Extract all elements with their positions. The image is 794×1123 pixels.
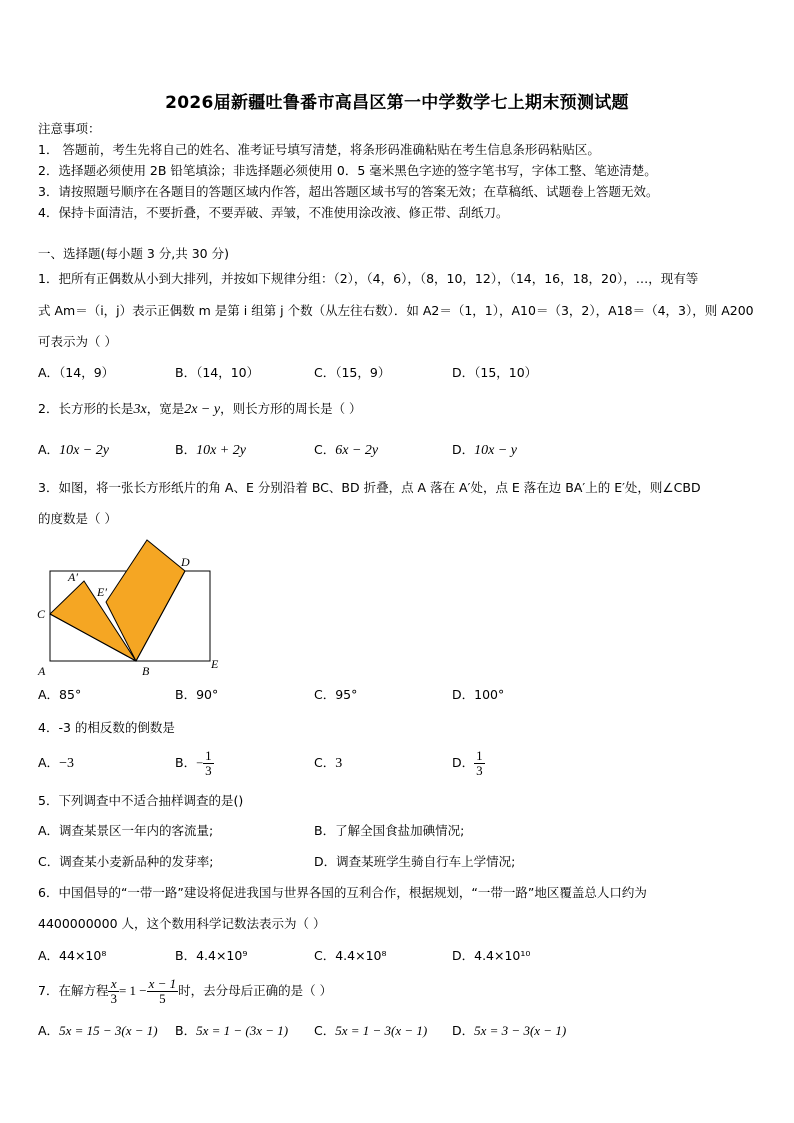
q2-stem-prefix: 2．长方形的长是 — [38, 401, 134, 416]
notice-item-2: 2．选择题必须使用 2B 铅笔填涂；非选择题必须使用 0．5 毫米黑色字迹的签字笔书写，字体工整、笔迹清楚。 — [38, 163, 657, 178]
q6-option-a: A．44×10⁸ — [38, 948, 107, 963]
q7-fraction-2: $\frac{x - 1}{5}$ — [148, 976, 177, 1006]
q5-option-c: C．调查某小麦新品种的发芽率; — [38, 854, 214, 869]
q3-fold-figure — [36, 534, 236, 682]
q7-stem-suffix: 时，去分母后正确的是（ ） — [178, 983, 333, 998]
q5-option-d: D．调查某班学生骑自行车上学情况; — [314, 854, 516, 869]
q3-option-a: A．85° — [38, 687, 82, 702]
q3-option-c: C．95° — [314, 687, 358, 702]
label-b: B — [142, 664, 150, 678]
q7-equals: = 1 − — [118, 983, 147, 998]
q7-fraction-1: $\frac{x}{3}$ — [110, 976, 117, 1006]
q3-option-d: D．100° — [452, 687, 505, 702]
q2-option-a: A．10x − 2y — [38, 442, 109, 458]
page-title: 2026届新疆吐鲁番市高昌区第一中学数学七上期末预测试题 — [165, 93, 629, 113]
q4-option-d: D． $\frac{1}{3}$ — [452, 748, 483, 778]
q4-option-c: C．3 — [314, 755, 343, 771]
notice-item-3: 3．请按照题号顺序在各题目的答题区域内作答，超出答题区域书写的答案无效；在草稿纸、试题卷上答题无效。 — [38, 184, 659, 199]
q7-stem — [38, 972, 332, 1010]
label-a: A — [38, 664, 46, 678]
q7-option-b: B．5x = 1 − (3x − 1) — [175, 1023, 289, 1038]
q1-option-a: A．（14，9） — [38, 365, 115, 380]
q1-stem-line2: 式 Am＝（i，j）表示正偶数 m 是第 i 组第 j 个数（从左往右数）．如 A2＝（1，1），A10＝（3，2），A18＝（4，3），则 A200 — [38, 303, 754, 318]
q1-option-b: B．（14，10） — [175, 365, 260, 380]
q3-stem-line1: 3．如图，将一张长方形纸片的角 A、E 分别沿着 BC、BD 折叠，点 A 落在 A′处，点 E 落在边 BA′上的 E′处，则∠CBD — [38, 480, 701, 495]
q6-stem-line2: 4400000000 人，这个数用科学记数法表示为（ ） — [38, 916, 326, 931]
q3-stem-line2: 的度数是（ ） — [38, 511, 117, 526]
q1-option-d: D．（15，10） — [452, 365, 538, 380]
q7-option-c: C．5x = 1 − 3(x − 1) — [314, 1023, 428, 1038]
q3-option-b: B．90° — [175, 687, 219, 702]
q6-stem-line1: 6．中国倡导的“一带一路”建设将促进我国与世界各国的互利合作，根据规划，“一带一路”地区覆盖总人口约为 — [38, 885, 647, 900]
q4-option-a: A．−3 — [38, 755, 74, 771]
label-a-prime: A′ — [68, 570, 78, 584]
q2-stem — [38, 400, 362, 419]
q2-option-d: D．10x − y — [452, 442, 518, 458]
label-e-prime: E′ — [97, 585, 107, 599]
q5-option-b: B．了解全国食盐加碘情况; — [314, 823, 465, 838]
section-heading: 一、选择题(每小题 3 分,共 30 分) — [38, 246, 229, 261]
q5-option-a: A．调查某景区一年内的客流量; — [38, 823, 214, 838]
q4-option-b: B．− $\frac{1}{3}$ — [175, 748, 212, 778]
q2-option-b: B．10x + 2y — [175, 442, 246, 458]
q7-option-d: D．5x = 3 − 3(x − 1) — [452, 1023, 567, 1038]
q7-stem-prefix: 7．在解方程 — [38, 983, 109, 998]
q6-option-b: B．4.4×10⁹ — [175, 948, 248, 963]
q2-stem-mid: ，宽是 — [146, 401, 185, 416]
notice-item-4: 4．保持卡面清洁，不要折叠，不要弄破、弄皱，不准使用涂改液、修正带、刮纸刀。 — [38, 205, 509, 220]
label-c: C — [37, 607, 46, 621]
q6-option-d: D．4.4×10¹⁰ — [452, 948, 531, 963]
q2-stem-suffix: ，则长方形的周长是（ ） — [220, 401, 362, 416]
q1-option-c: C．（15，9） — [314, 365, 391, 380]
q1-stem-line3: 可表示为（ ） — [38, 334, 117, 349]
label-e: E — [211, 657, 219, 671]
q6-option-c: C．4.4×10⁸ — [314, 948, 387, 963]
q1-stem-line1: 1．把所有正偶数从小到大排列，并按如下规律分组：（2），（4，6），（8，10，12），（14，16，18，20），…，现有等 — [38, 271, 699, 286]
q2-length-expr: 3x — [133, 402, 147, 417]
notice-item-1: 1． 答题前，考生先将自己的姓名、准考证号填写清楚，将条形码准确粘贴在考生信息条形码粘贴区。 — [38, 142, 600, 157]
q7-option-a: A．5x = 15 − 3(x − 1) — [38, 1023, 158, 1038]
q2-option-c: C．6x − 2y — [314, 442, 379, 458]
notice-heading: 注意事项： — [38, 121, 101, 136]
q5-stem: 5．下列调查中不适合抽样调查的是() — [38, 793, 244, 808]
label-d: D — [181, 555, 190, 569]
q4-stem: 4．-3 的相反数的倒数是 — [38, 720, 175, 735]
q2-width-expr: 2x − y — [184, 402, 221, 417]
